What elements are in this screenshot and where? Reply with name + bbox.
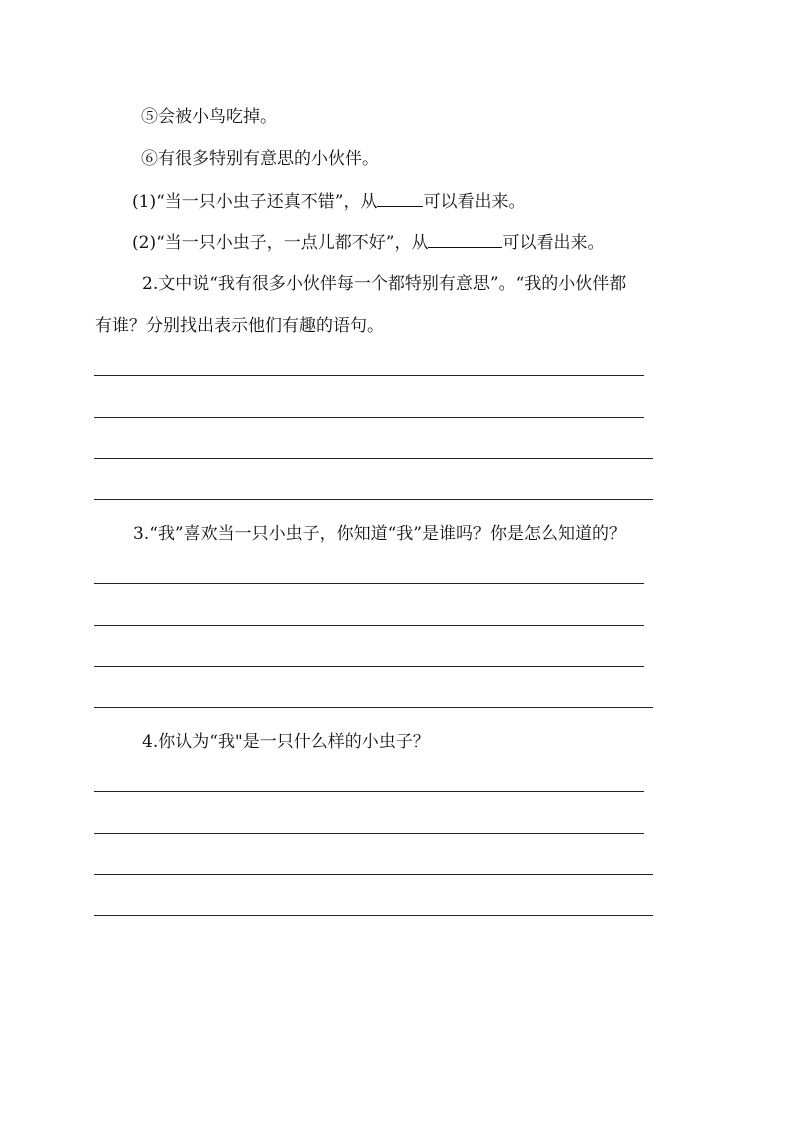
q2-answer-line-1[interactable] [94,375,644,376]
option-item-6: ⑥有很多特别有意思的小伙伴。 [141,149,379,169]
q4-text: 4.你认为“我"是一只什么样的小虫子？ [142,732,430,752]
option-item-5: ⑤会被小鸟吃掉。 [141,107,277,127]
q2-text-line2: 有谁？分别找出表示他们有趣的语句。 [95,316,384,336]
q1-sub1-prefix: (1)“当一只小虫子还真不错”，从 [132,192,378,212]
q2-answer-line-3[interactable] [94,458,653,459]
q1-sub2-blank[interactable] [428,231,502,248]
q3-text: 3.“我”喜欢当一只小虫子，你知道“我”是谁吗？你是怎么知道的？ [133,524,626,544]
q2-answer-line-4[interactable] [94,499,653,500]
q1-sub2-prefix: (2)“当一只小虫子，一点儿都不好”，从 [132,233,429,253]
q1-sub1-suffix: 可以看出来。 [423,192,526,212]
q3-answer-line-4[interactable] [94,707,653,708]
q2-answer-line-2[interactable] [94,417,644,418]
q3-answer-line-3[interactable] [94,666,644,667]
q1-sub2-suffix: 可以看出来。 [502,233,605,253]
q3-answer-line-1[interactable] [94,583,644,584]
q2-text-line1: 2.文中说“我有很多小伙伴每一个都特别有意思”。“我的小伙伴都 [142,274,627,294]
q1-sub1 [132,190,525,213]
q3-answer-line-2[interactable] [94,625,644,626]
q1-sub1-blank[interactable] [377,190,423,207]
q4-answer-line-4[interactable] [94,915,653,916]
q4-answer-line-1[interactable] [94,791,644,792]
q1-sub2 [132,231,604,254]
q4-answer-line-3[interactable] [94,874,653,875]
q4-answer-line-2[interactable] [94,833,644,834]
